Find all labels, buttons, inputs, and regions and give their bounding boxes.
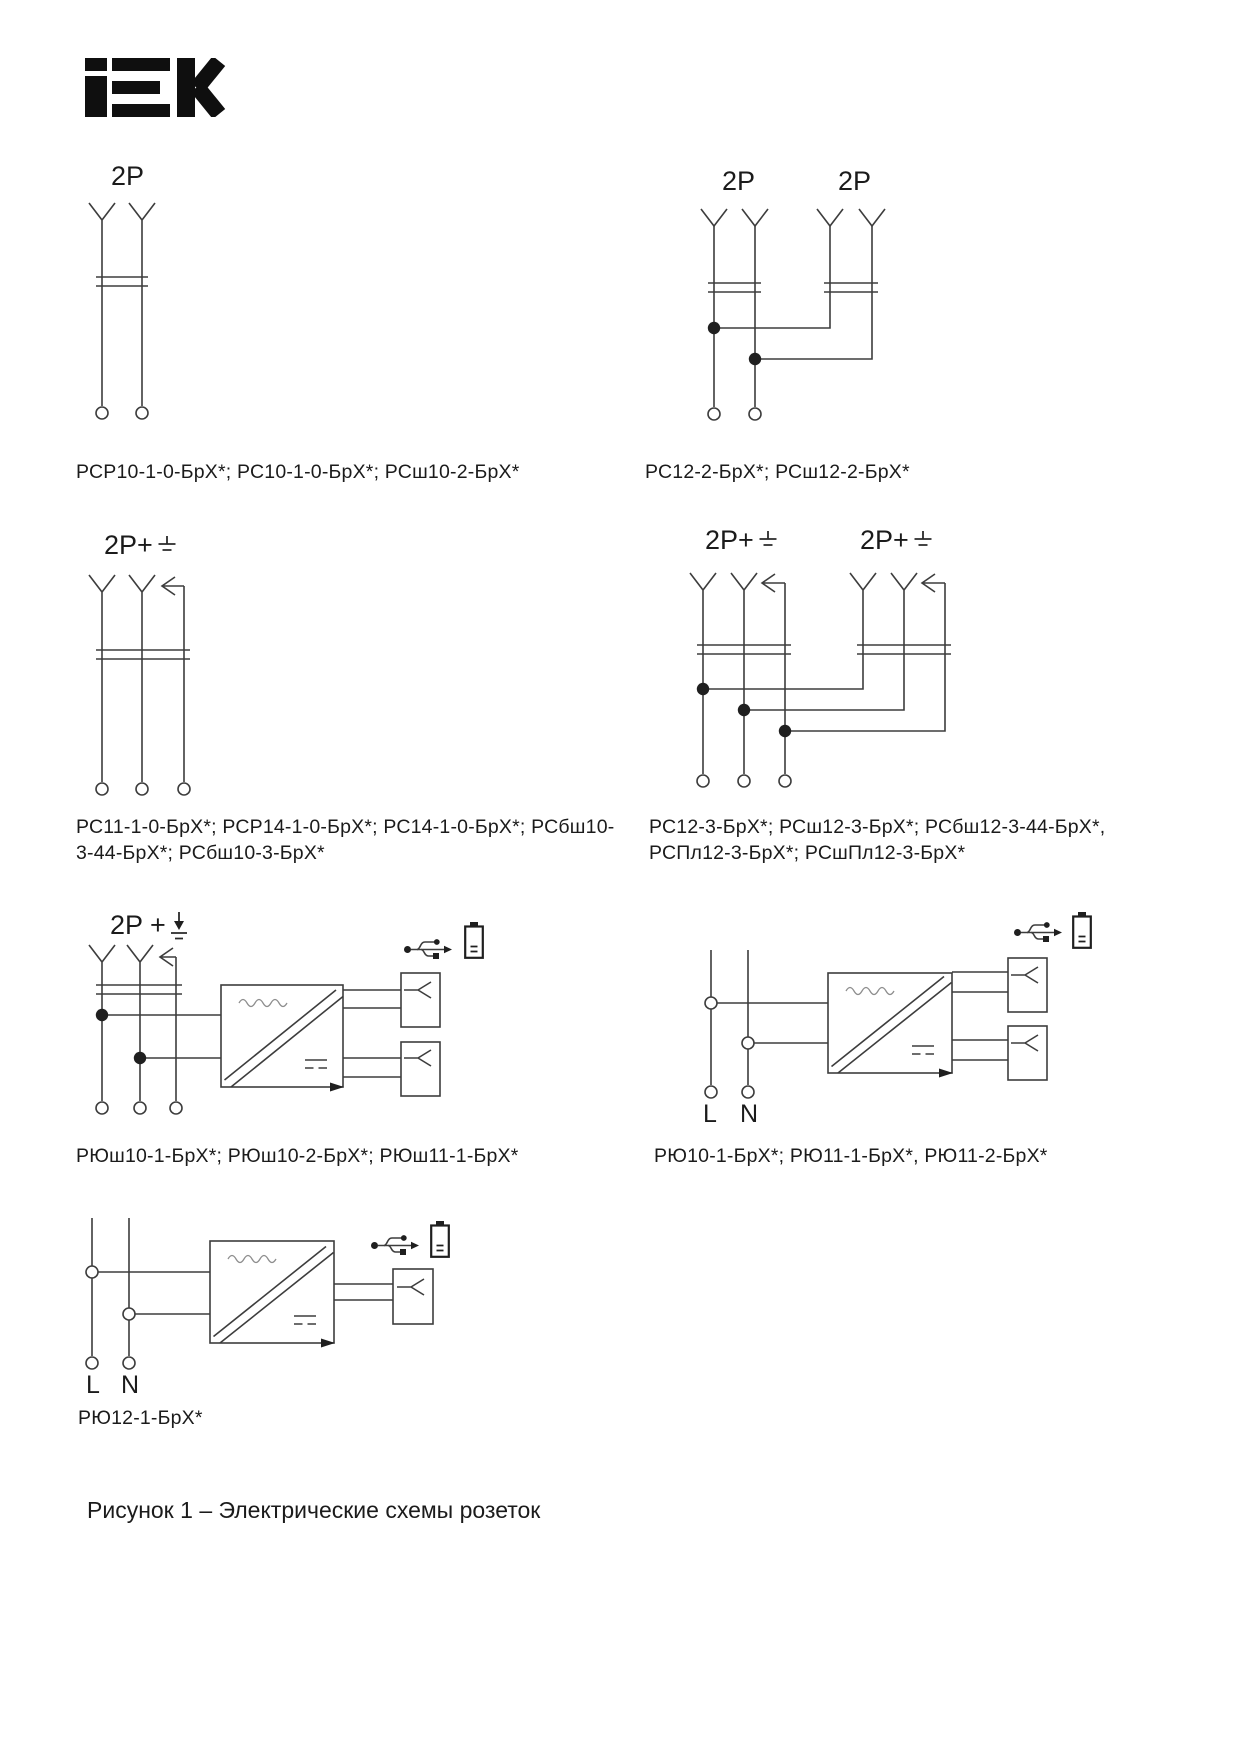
usb-port-box xyxy=(393,1269,433,1324)
usb-icon xyxy=(404,939,452,959)
usb-port-contact-icon xyxy=(1011,1035,1038,1051)
label-text: 2P xyxy=(838,166,872,196)
battery-icon xyxy=(1073,912,1091,948)
label-text: 2P+ xyxy=(860,525,909,555)
model-caption xyxy=(76,814,614,866)
schematic-usb-module-2port xyxy=(705,912,1091,1098)
earth-pin-icon xyxy=(170,911,188,941)
acdc-converter xyxy=(828,973,953,1078)
caption-line: РС12-3-БрХ*; РСш12-3-БрХ*; РСбш12-3-44-БрХ*, xyxy=(649,816,1106,838)
earth-icon xyxy=(758,528,778,552)
model-caption: РСР10-1-0-БрХ*; РС10-1-0-БрХ*; РСш10-2-БрХ* xyxy=(76,461,520,483)
socket-type-label xyxy=(860,526,933,554)
label-text: 2P+ xyxy=(104,530,153,560)
label-text: 2P xyxy=(111,161,145,191)
battery-icon xyxy=(431,1221,449,1257)
socket-type-label xyxy=(722,167,755,195)
schematic-socket-2p-double xyxy=(701,209,885,420)
usb-port-contact-icon xyxy=(404,1050,431,1066)
terminal-label-neutral: N xyxy=(121,1371,140,1399)
usb-port-contact-icon xyxy=(1011,967,1038,983)
usb-port-contact-icon xyxy=(397,1279,424,1295)
socket-type-label xyxy=(838,167,871,195)
schematic-socket-2pe xyxy=(89,575,190,795)
model-caption: РЮ10-1-БрХ*; РЮ11-1-БрХ*, РЮ11-2-БрХ* xyxy=(654,1145,1048,1167)
socket-type-label xyxy=(111,162,144,190)
socket-type-label xyxy=(110,911,188,941)
terminal-label-line: L xyxy=(86,1371,100,1399)
earth-icon xyxy=(157,533,177,557)
earth-icon xyxy=(913,528,933,552)
figure-caption: Рисунок 1 – Электрические схемы розеток xyxy=(87,1497,541,1523)
caption-line: 3-44-БрХ*; РСбш10-3-БрХ* xyxy=(76,842,325,864)
label-text: 2P xyxy=(722,166,756,196)
model-caption: РЮш10-1-БрХ*; РЮш10-2-БрХ*; РЮш11-1-БрХ* xyxy=(76,1145,519,1167)
schematic-socket-2pe-usb xyxy=(89,922,483,1114)
usb-port-contact-icon xyxy=(404,982,431,998)
model-caption xyxy=(649,814,1105,866)
usb-icon xyxy=(371,1235,419,1255)
model-caption: РЮ12-1-БрХ* xyxy=(78,1407,203,1429)
usb-port-box xyxy=(1008,1026,1047,1080)
schematic-socket-2pe-double xyxy=(690,573,951,787)
model-caption: РС12-2-БрХ*; РСш12-2-БрХ* xyxy=(645,461,910,483)
socket-type-label xyxy=(104,531,177,559)
caption-line: РСПл12-3-БрХ*; РСшПл12-3-БрХ* xyxy=(649,842,966,864)
caption-line: РС11-1-0-БрХ*; РСР14-1-0-БрХ*; РС14-1-0-БрХ*; РСбш10- xyxy=(76,816,615,838)
acdc-converter xyxy=(210,1241,335,1348)
battery-icon xyxy=(465,922,483,958)
socket-type-label xyxy=(705,526,778,554)
usb-port-box xyxy=(1008,958,1047,1012)
schematic-socket-2p xyxy=(89,203,155,419)
usb-icon xyxy=(1014,922,1062,942)
schematic-usb-module-1port xyxy=(86,1218,449,1369)
label-text: 2P+ xyxy=(705,525,754,555)
usb-port-box xyxy=(401,973,440,1027)
terminal-label-line: L xyxy=(703,1100,717,1128)
label-text: 2P + xyxy=(110,910,166,940)
usb-port-box xyxy=(401,1042,440,1096)
terminal-label-neutral: N xyxy=(740,1100,759,1128)
acdc-converter xyxy=(221,985,344,1092)
